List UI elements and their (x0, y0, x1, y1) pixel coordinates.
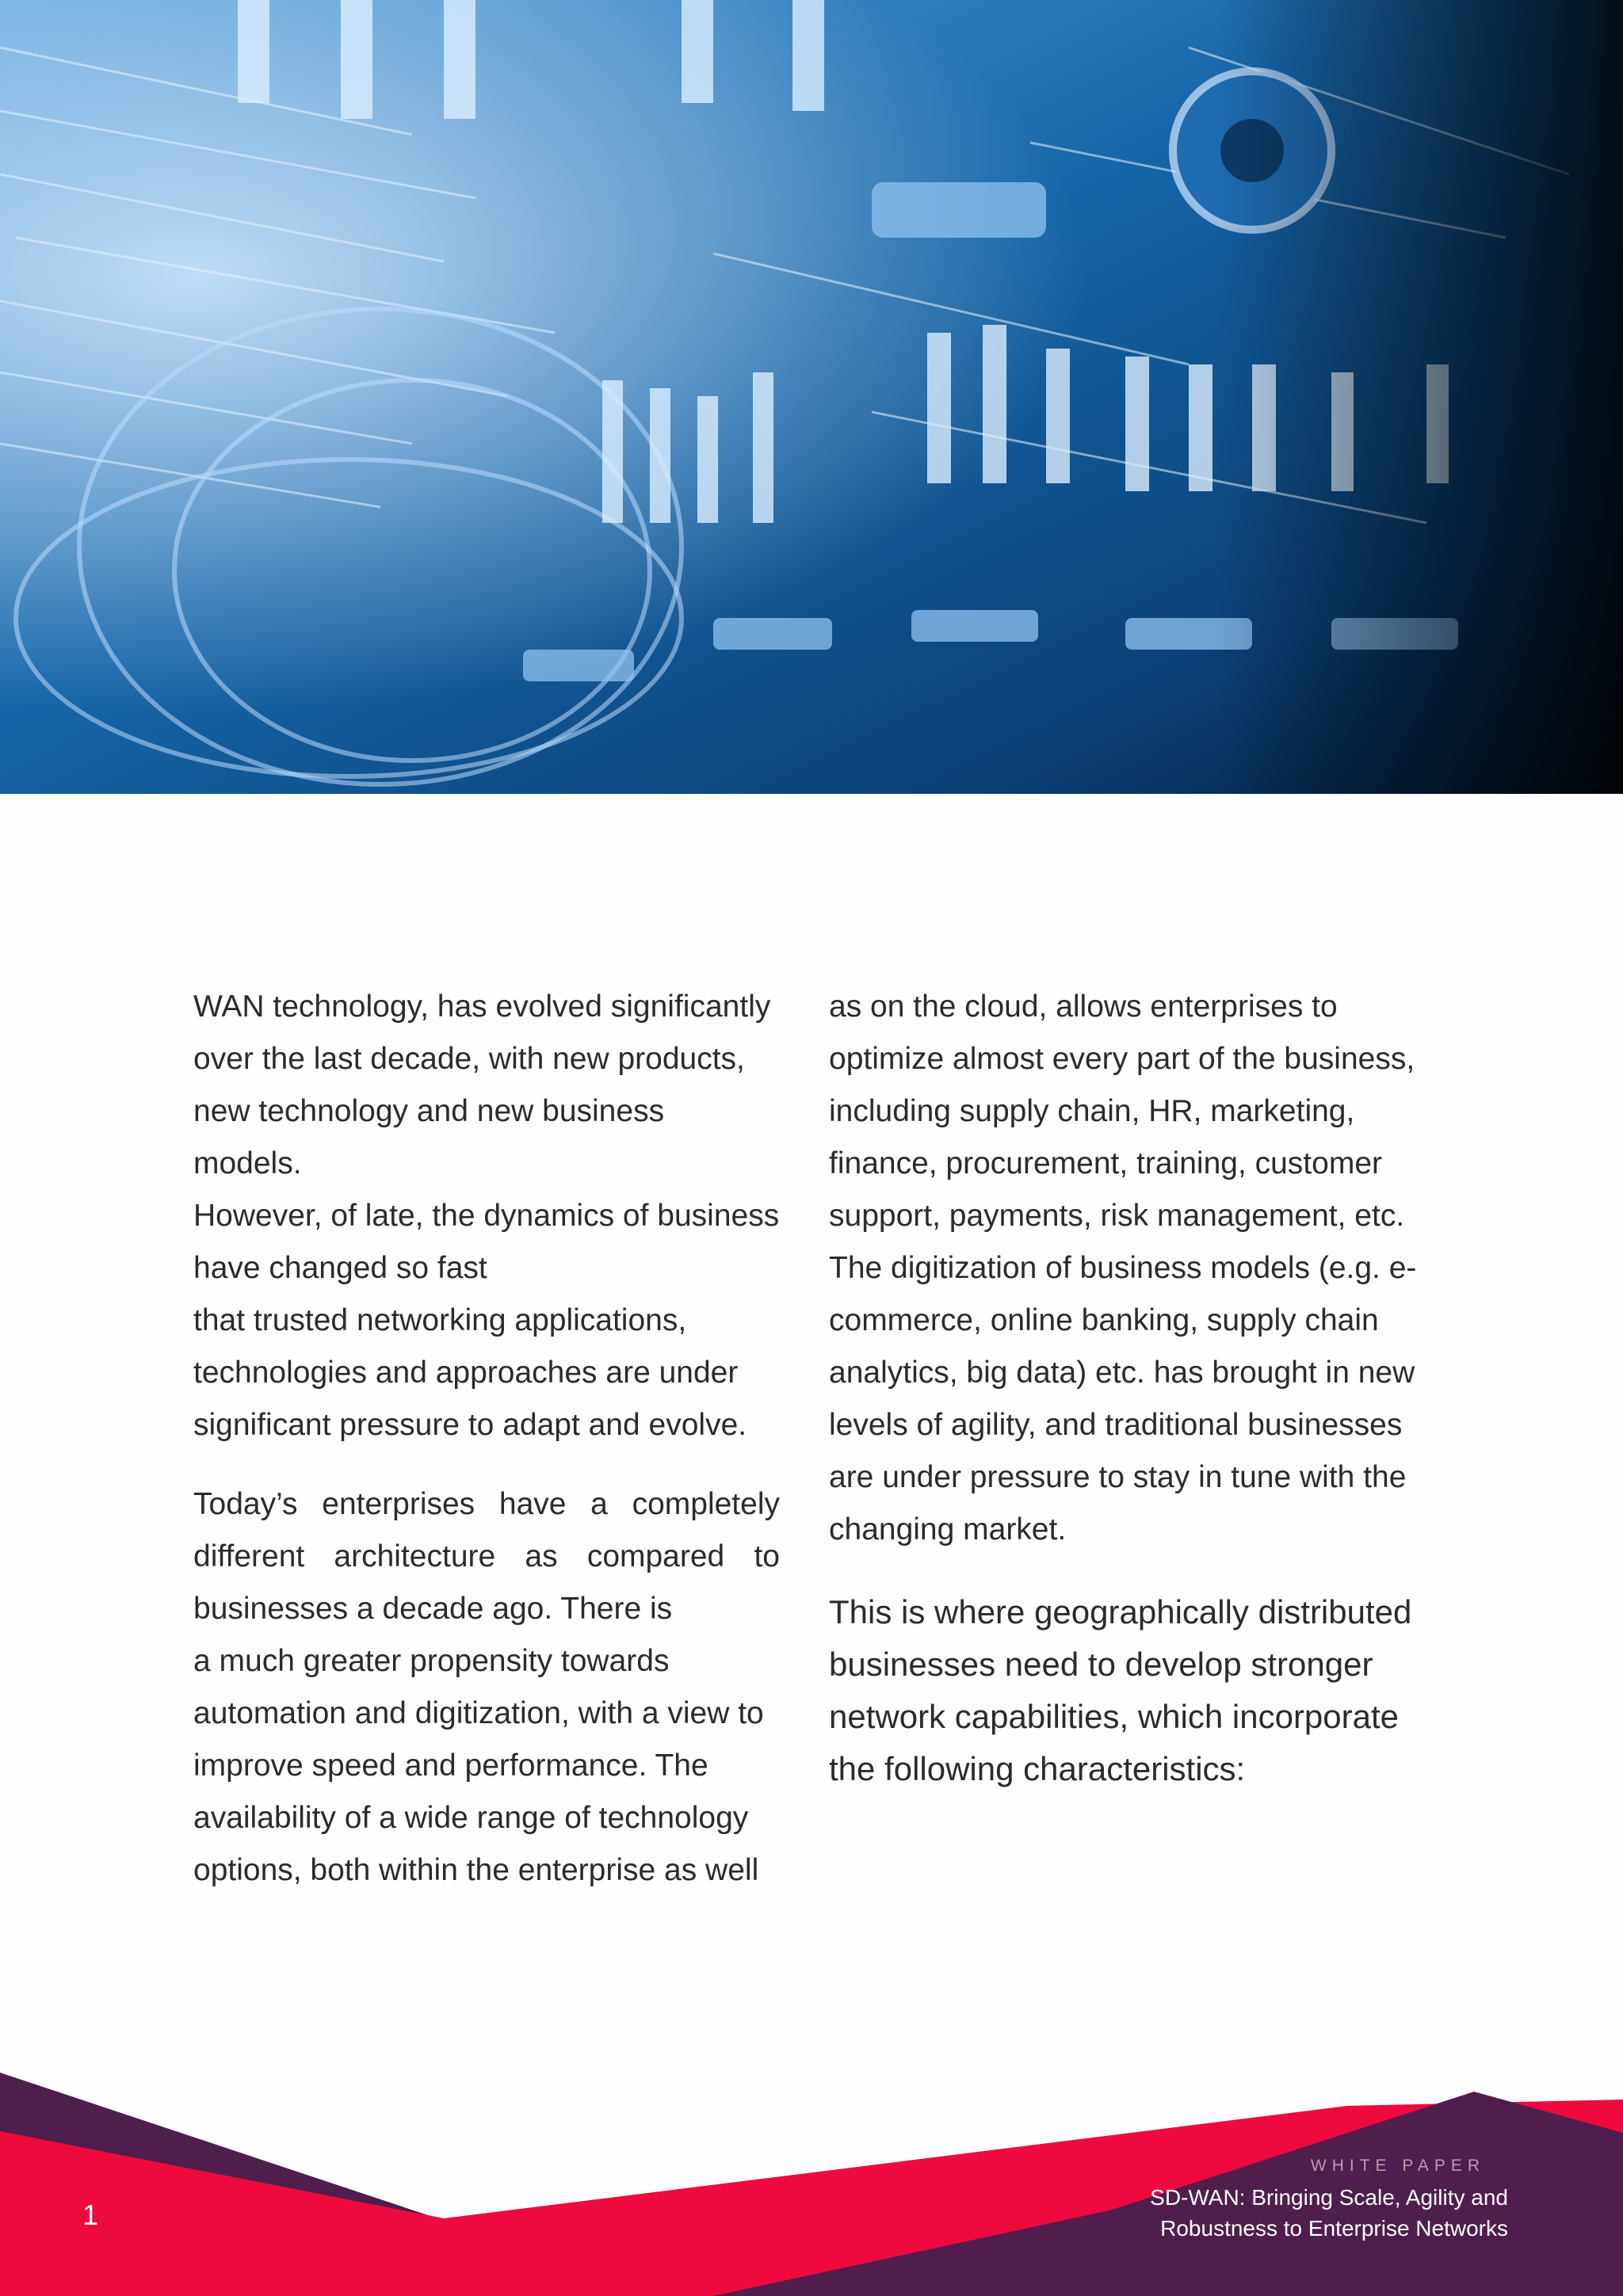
right-column (829, 981, 1447, 1795)
document-title: SD-WAN: Bringing Scale, Agility and Robustness to Enterprise Networks (1150, 2185, 1508, 2241)
left-column (193, 981, 780, 1897)
white-paper-label: WHITE PAPER (1310, 2157, 1485, 2175)
footer-band (0, 2060, 1623, 2296)
paragraph-todays-enterprises: Today’s enterprises have a completely different architecture as compared to businesses a decade ago. There is a much greater propensity towards automation and digitization, with a view to improve speed and performance. The availability of a wide range of technology options, both within the enterprise as well (193, 1487, 780, 1887)
paragraph-distributed-businesses: This is where geographically distributed businesses need to develop stronger network capabilities, which incorporate the following characteristics: (829, 1593, 1412, 1787)
paragraph-wan-evolution: WAN technology, has evolved significantly over the last decade, with new products, new technology and new business models. However, of late, the dynamics of business have changed so fast that trusted networking applications, technologies and approaches are under significant pressure to adapt and evolve. (193, 990, 780, 1442)
paragraph-cloud-optimization: as on the cloud, allows enterprises to optimize almost every part of the business, including supply chain, HR, marketing, finance, procurement, training, customer support, payments, risk management, etc. The digitization of business models (e.g. e- commerce, online banking, supply chain analytics, big data) etc. has brought in new levels of agility, and traditional businesses are under pressure to stay in tune with the changing market. (829, 990, 1417, 1547)
page-number: 1 (82, 2199, 99, 2231)
hero-image (0, 0, 1623, 794)
